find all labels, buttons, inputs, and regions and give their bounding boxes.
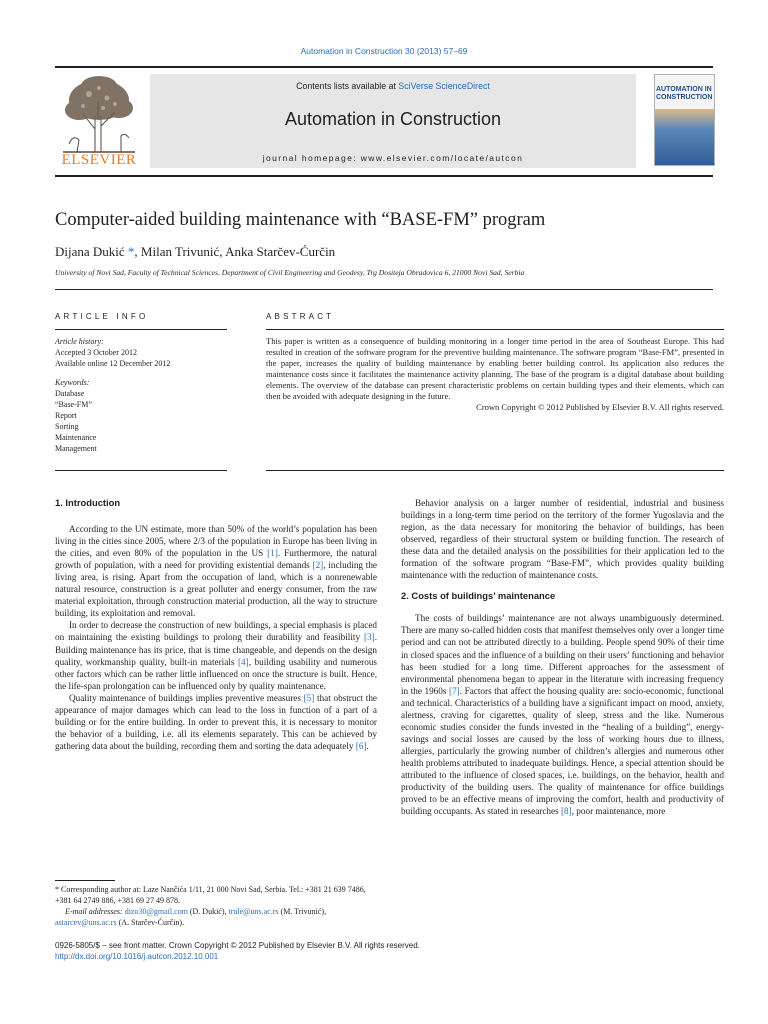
journal-title: Automation in Construction [284,109,502,129]
issn-line: 0926-5805/$ – see front matter. Crown Copyright © 2012 Published by Elsevier B.V. All rights reserved. [55,941,420,950]
citation-link[interactable]: [5] [303,692,315,703]
other-authors: , Milan Trivunić, Anka Starčev-Ćurčin [134,244,336,259]
footnote-rule [55,880,115,881]
keyword-item: Report [55,411,77,420]
paragraph [55,692,377,752]
left-column [55,497,377,752]
email-line [65,906,377,917]
article-title: Computer-aided building maintenance with “BASE-FM” program [55,210,546,230]
text-run: , including the living area, is rising. Apart from the occupation of land, which is a nonrenewable natural resource, construction is a great polluter and energy consumer, from the raw material exploitation, through construction material production, all the way to structure building, its exploitation and removal. [55,560,378,619]
text-run: According to the UN estimate, more than 50% of the world’s population has been living in the cities since 2005, where 2/3 of the population in Europe has been living in the cities, and even 80% of the population in the US [55,524,377,559]
paragraph [55,523,377,619]
email-owner: (A. Starčev-Ćurčin). [116,918,185,927]
article-info-heading: ARTICLE INFO [55,312,149,321]
publisher-wordmark: ELSEVIER [61,152,137,168]
article-info-rule [55,329,227,330]
keyword-item: Maintenance [55,433,97,442]
text-run: . [366,740,369,751]
citation-link[interactable]: [2] [312,560,324,571]
keyword-item: Management [55,444,97,453]
email-line [55,917,377,928]
article-info-block [55,336,230,454]
abstract-text: This paper is written as a consequence of building monitoring in a longer time period in the area of Southeast Europe. This had resulted in creation of the software program for the preventive building maintenance. The software program “Base-FM”, presented in the paper, increases the quality of building maintenance by enabling better building control. Its application also reduces the maintenance costs since it facilitates the maintenance activity planning. The base of the program is a digital database about building elements. The overview of the database can present characteristic problems on certain building types and their elements, which can then be avoided with adequate designing in the future. [266,336,724,401]
citation-link[interactable]: [8] [560,806,572,817]
journal-homepage[interactable]: journal homepage: www.elsevier.com/locate/autcon [262,153,524,163]
text-run: In order to decrease the construction of new buildings, a special emphasis is placed on maintaining the existing buildings to prolong their durability and feasibility [55,620,377,643]
email-owner: (M. Trivunić), [278,907,327,916]
accepted-date: Accepted 3 October 2012 [55,348,137,357]
email-link[interactable]: dizo30@gmail.com [124,907,188,916]
doi-link[interactable]: http://dx.doi.org/10.1016/j.autcon.2012.10.001 [55,952,219,961]
cover-title: AUTOMATION IN CONSTRUCTION [656,86,713,101]
footnote-text: Corresponding author at: Laze Nančića 1/11, 21 000 Novi Sad, Serbia. Tel.: +381 21 639 7486, +381 64 2749 886, +381 69 27 49 878. [55,885,366,905]
available-date: Available online 12 December 2012 [55,359,171,368]
paragraph [55,619,377,691]
keywords-label: Keywords: [55,378,90,387]
front-matter [55,940,555,962]
citation-link[interactable]: [4] [237,656,249,667]
section-heading-introduction: 1. Introduction [55,497,121,508]
corresponding-author-marker[interactable]: * [127,244,135,259]
email-link[interactable]: trule@uns.ac.rs [228,907,279,916]
citation-link[interactable]: [1] [267,548,278,559]
section-heading-costs: 2. Costs of buildings’ maintenance [401,590,556,602]
text-run: . Building maintenance has its price, that is time changeable, and depends on the design quality, workmanship quality, built-in materials [55,632,377,667]
email-label: E-mail addresses: [65,907,125,916]
contents-available-line [150,81,636,91]
journal-reference-link[interactable]: Automation in Construction 30 (2013) 57–69 [300,46,468,56]
keyword-item: Database [55,389,85,398]
citation-link[interactable]: [3] [363,632,375,643]
footnote-marker: * [55,885,59,894]
text-run: , poor maintenance, more [571,806,666,817]
text-run: The costs of buildings’ maintenance are not always unambiguously determined. There are many so-called hidden costs that manifest themselves only over a longer time period and can not be attributed directly to a building. People spend 90% of their time in closed spaces and the influence of a building on their users’ functioning and behavior has been studied for a long time. Different approaches for the assessment of environmental phenomena began to appear in the literature with increasing frequency in the 1960s [401,613,724,696]
text-run: . Factors that affect the housing quality are: socio-economic, functional and technical. Characteristics of a building have a significant impact on mood, anxiety, alertness, craving for cigarettes, quality of sleep, stress and the like. Numerous economic studies consider the funds invested in the “healing of a building”, energy-savings and social losses are caused by the loss of working hours due to illness, allergies, particularly the growing number of children’s allergies and numerous other health problems attributed to inadequate buildings. Hence, a special attention should be attributed to the influence of closed spaces, i.e. buildings, on the behavior, health and productivity of the building users. The quality of maintenance for office buildings proved to be an effective means of improving the comfort, health and productivity of building occupants. As stated in researches [401,685,724,817]
footnote-line [55,884,377,906]
abstract-copyright: Crown Copyright © 2012 Published by Elsevier B.V. All rights reserved. [476,402,724,412]
history-label: Article history: [55,337,104,346]
citation-link[interactable]: [6] [355,740,367,751]
keyword-item: Sorting [55,422,79,431]
email-owner: (D. Dukić), [187,907,229,916]
header-top-rule [55,66,713,68]
tree-logo-icon [55,74,143,154]
abstract-body [266,336,724,413]
author-list [55,244,713,260]
text-run: that obstruct the appearance of major damages which can lead to the loss in function of a part of a building or for the entire building. In order to prevent this, it is necessary to monitor the behavior of a building, i.e. all its elements separately. This can be achieved by gathering data about the building, recording them and sorting the data adequately [55,692,377,751]
paragraph [401,612,724,817]
citation-link[interactable]: [7] [449,685,460,696]
title-rule [55,289,713,290]
keyword-item: “Base-FM” [55,400,92,409]
article-info-bottom-rule [55,470,227,471]
sciencedirect-link[interactable]: SciVerse ScienceDirect [398,81,490,91]
text-run: . Furthermore, the natural growth of population, with a need for providing existential demands [55,548,378,571]
text-run: , building usability and numerous other factors which can be rather little influenced on once the structure is built. Hence, the life-span prolongation can be influenced only by quality maintenance. [55,656,377,691]
affiliation: University of Novi Sad, Faculty of Technical Sciences, Department of Civil Engineering and Geodesy, Trg Dositeja Obradovica 6, 21000 Novi Sad, Serbia [55,268,525,277]
first-author: Dijana Dukić [55,244,128,259]
right-column [401,497,724,817]
header-bottom-rule [55,175,713,177]
corresponding-author-footnote [55,884,377,928]
paragraph: Behavior analysis on a larger number of residential, industrial and business buildings in a long-term time period on the territory of the former Yugoslavia and the region, as the data necessary for monitoring the behavior of buildings, has been observed, regardless of their structural system or building function. The research of these data and the detailed analysis on the possibilities for their application led to the formation of the software program “Base-FM”, which provides quality building maintenance with the reduction of maintenance costs. [401,498,724,581]
abstract-heading: ABSTRACT [266,312,335,321]
text-run: Quality maintenance of buildings implies preventive measures [69,692,304,703]
contents-prefix: Contents lists available at [296,81,399,91]
abstract-rule [266,329,724,330]
email-link[interactable]: astarcev@uns.ac.rs [55,918,117,927]
abstract-bottom-rule [266,470,724,471]
